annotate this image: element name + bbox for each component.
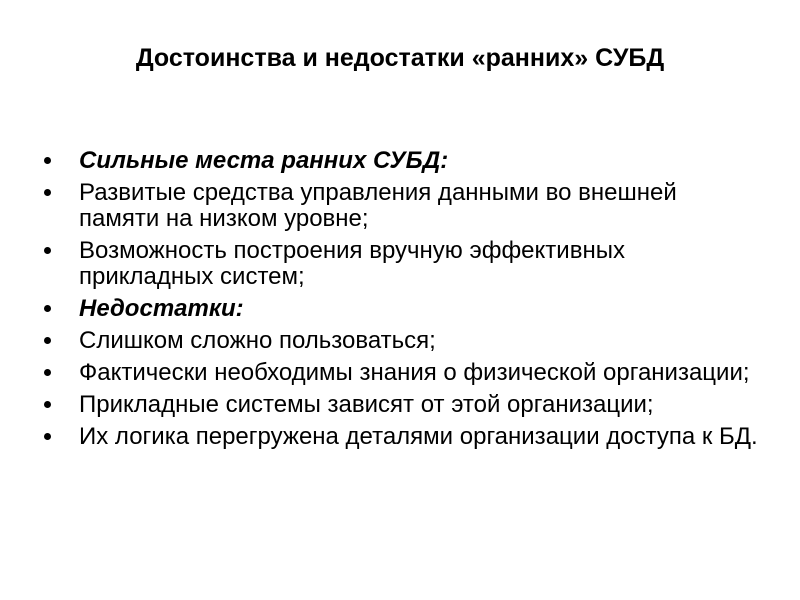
list-item	[42, 296, 762, 322]
bullet-icon	[44, 189, 51, 196]
list-item-text: Их логика перегружена деталями организации доступа к БД.	[79, 423, 758, 450]
list-item-text: Прикладные системы зависят от этой организации;	[79, 391, 654, 418]
bullet-icon	[44, 369, 51, 376]
list-item-text: Фактически необходимы знания о физической организации;	[79, 359, 750, 386]
bullet-icon	[44, 337, 51, 344]
bullet-icon	[44, 401, 51, 408]
list-item-text: Сильные места ранних СУБД:	[79, 147, 449, 174]
list-item-text: Возможность построения вручную эффективных прикладных систем;	[79, 237, 625, 290]
list-item-text: Недостатки:	[79, 295, 244, 322]
bullet-icon	[44, 157, 51, 164]
list-item	[42, 180, 762, 232]
list-item	[42, 328, 762, 354]
list-item	[42, 424, 762, 450]
bullet-list	[42, 148, 762, 456]
bullet-icon	[44, 433, 51, 440]
list-item	[42, 392, 762, 418]
bullet-icon	[44, 305, 51, 312]
list-item	[42, 238, 762, 290]
list-item	[42, 148, 762, 174]
slide-title: Достоинства и недостатки «ранних» СУБД	[135, 44, 665, 72]
list-item-text: Слишком сложно пользоваться;	[79, 327, 436, 354]
list-item	[42, 360, 762, 386]
list-item-text: Развитые средства управления данными во внешней памяти на низком уровне;	[79, 179, 677, 232]
bullet-icon	[44, 247, 51, 254]
